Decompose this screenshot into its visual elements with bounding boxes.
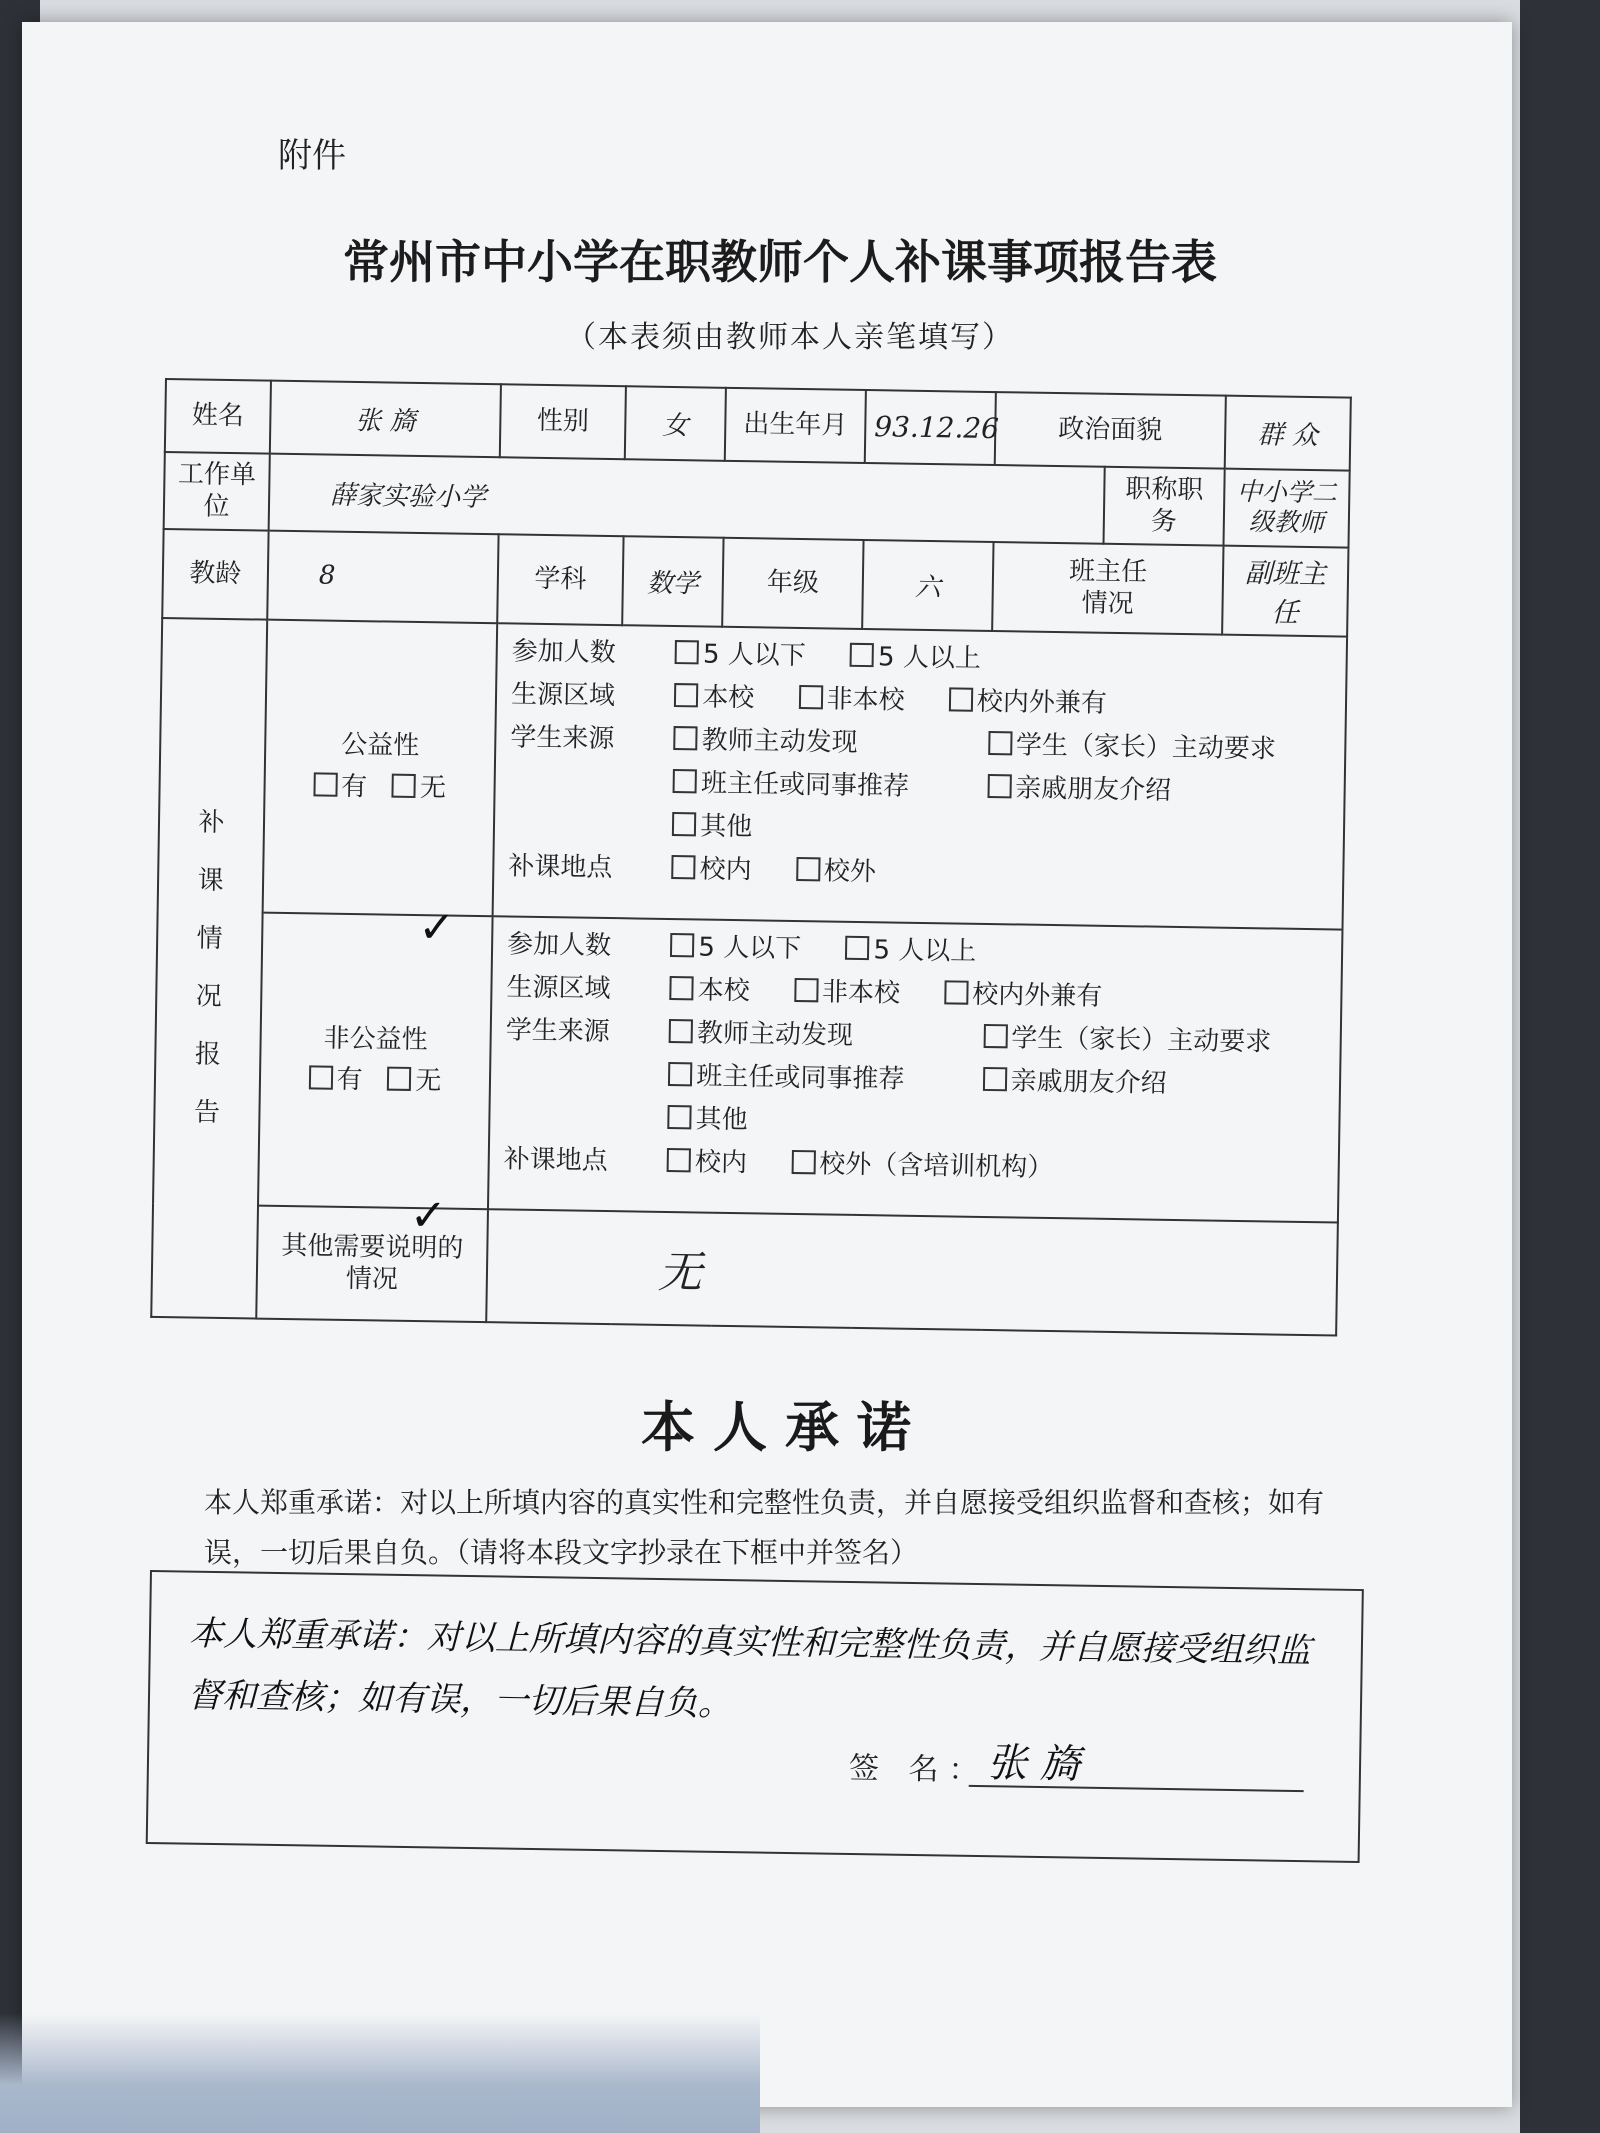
gender-value: 女 (625, 386, 726, 460)
option-label: 校外（含培训机构） (819, 1149, 1054, 1183)
option-label: 校内 (694, 1147, 748, 1178)
option-item[interactable] (672, 805, 753, 849)
option-item[interactable] (669, 1012, 940, 1059)
checkbox[interactable] (668, 1062, 692, 1086)
background-cloth (0, 2013, 760, 2133)
birth-label: 出生年月 (725, 388, 866, 463)
other-value: 无 (486, 1209, 1338, 1336)
nonpublic-no-checkbox[interactable] (387, 1067, 411, 1091)
checkbox[interactable] (675, 640, 699, 664)
check-mark-icon: ✓ (417, 902, 456, 954)
option-label: 校内外兼有 (972, 979, 1103, 1012)
option-item[interactable] (949, 680, 1108, 725)
birth-value: 93.12.26 (865, 390, 996, 465)
title-duty-label: 职称职务 (1104, 467, 1225, 546)
checkbox[interactable] (944, 980, 968, 1004)
political-value: 群 众 (1225, 396, 1351, 471)
option-label: 本校 (702, 681, 755, 713)
political-label: 政治面貌 (995, 392, 1226, 468)
public-yes-checkbox[interactable] (313, 772, 337, 796)
checkbox[interactable] (798, 685, 822, 709)
report-section-label: 补课情况报告 (151, 618, 267, 1319)
option-item[interactable] (982, 1060, 1167, 1106)
nonpublic-yes-label: 有 (336, 1064, 363, 1096)
checkbox[interactable] (949, 687, 973, 711)
work-unit-label: 工作单位 (164, 452, 270, 530)
signature-value: 张 旖 (986, 1740, 1081, 1788)
head-teacher-value: 副班主任 (1222, 545, 1348, 636)
option-label: 亲戚朋友介绍 (1014, 772, 1172, 806)
report-form (150, 378, 1350, 1336)
option-item[interactable] (796, 849, 877, 893)
checkbox[interactable] (845, 935, 869, 959)
checkbox[interactable] (671, 855, 695, 879)
public-no-checkbox[interactable] (392, 774, 416, 798)
name-value: 张 旖 (270, 381, 501, 457)
option-label: 非本校 (821, 977, 901, 1009)
option-item[interactable] (845, 928, 976, 973)
checkbox[interactable] (670, 933, 694, 957)
teaching-years-value: 8 (267, 530, 498, 623)
option-item[interactable] (944, 973, 1103, 1018)
option-label: 亲戚朋友介绍 (1010, 1066, 1167, 1099)
option-label: 校内 (699, 853, 752, 885)
option-label: 5 人以上 (877, 641, 982, 674)
option-item[interactable] (669, 969, 750, 1013)
checkbox[interactable] (988, 730, 1012, 754)
option-item[interactable] (673, 719, 944, 766)
form-subtitle: （本表须由教师本人亲笔填写） (566, 320, 1014, 355)
checkbox[interactable] (983, 1024, 1007, 1048)
option-label: 教师主动发现 (701, 724, 858, 758)
checkbox[interactable] (669, 1019, 693, 1043)
title-duty-value: 中小学二级教师 (1224, 468, 1350, 547)
option-label: 本校 (697, 975, 750, 1006)
option-label: 教师主动发现 (696, 1018, 854, 1051)
checkbox[interactable] (670, 976, 694, 1000)
place-label: 补课地点 (503, 1144, 609, 1176)
grade-value: 六 (862, 540, 993, 631)
option-item[interactable] (667, 1141, 748, 1185)
option-item[interactable] (674, 676, 755, 720)
checkbox[interactable] (668, 1105, 692, 1129)
option-label: 班主任或同事推荐 (696, 1061, 905, 1095)
option-item[interactable] (671, 848, 752, 892)
option-label: 校内外兼有 (976, 686, 1108, 719)
checkbox[interactable] (673, 726, 697, 750)
name-label: 姓名 (165, 379, 271, 453)
option-label: 学生（家长）主动要求 (1015, 729, 1277, 765)
checkbox[interactable] (674, 683, 698, 707)
option-item[interactable] (794, 971, 901, 1016)
teaching-years-label: 教龄 (162, 529, 268, 620)
option-item[interactable] (675, 633, 806, 678)
pledge-instructions: 本人郑重承诺：对以上所填内容的真实性和完整性负责，并自愿接受组织监督和查核；如有误，一切后果自负。（请将本段文字抄录在下框中并签名） (204, 1486, 1325, 1569)
source-label: 学生来源 (510, 721, 615, 754)
option-item[interactable] (668, 1055, 939, 1102)
option-item[interactable] (673, 762, 944, 809)
region-label: 生源区域 (506, 972, 611, 1004)
public-options (493, 623, 1348, 929)
option-label: 班主任或同事推荐 (700, 767, 910, 802)
report-table (150, 378, 1352, 1337)
option-item[interactable] (667, 1098, 748, 1142)
work-unit-value: 薛家实验小学 (269, 453, 1105, 543)
nonpublic-category (258, 912, 493, 1209)
nonpublic-no-label: 无 (415, 1066, 442, 1097)
option-label: 校外 (823, 855, 877, 887)
head-teacher-label: 班主任情况 (992, 542, 1223, 635)
checkbox[interactable] (791, 1150, 815, 1174)
option-item[interactable] (798, 678, 905, 723)
checkbox[interactable] (987, 773, 1011, 797)
pledge-box (146, 1570, 1364, 1863)
public-label: 公益性 (341, 730, 420, 762)
form-title: 常州市中小学在职教师个人补课事项报告表 (343, 235, 1217, 289)
nonpublic-label: 非公益性 (323, 1023, 428, 1055)
checkbox[interactable] (667, 1148, 691, 1172)
count-label: 参加人数 (506, 929, 612, 961)
grade-label: 年级 (722, 537, 863, 628)
option-item[interactable] (850, 635, 981, 680)
public-yes-label: 有 (340, 771, 368, 803)
nonpublic-yes-checkbox[interactable] (308, 1066, 332, 1090)
option-item[interactable] (983, 1017, 1272, 1065)
public-category (263, 619, 498, 916)
nonpublic-options (488, 916, 1343, 1222)
checkbox[interactable] (850, 642, 874, 666)
option-label: 5 人以上 (873, 934, 977, 967)
other-label: 其他需要说明的情况 (256, 1205, 488, 1322)
subject-label: 学科 (497, 534, 623, 625)
option-label: 5 人以下 (702, 639, 807, 671)
source-label: 学生来源 (505, 1015, 611, 1047)
checkbox[interactable] (982, 1067, 1006, 1091)
option-label: 学生（家长）主动要求 (1011, 1023, 1272, 1058)
checkbox[interactable] (673, 769, 697, 793)
subject-value: 数学 (622, 536, 723, 626)
option-label: 其他 (700, 810, 753, 842)
public-no-label: 无 (419, 773, 447, 804)
pledge-title: 本人承诺 (641, 1395, 929, 1459)
signature-label: 签 名： (848, 1751, 989, 1789)
region-label: 生源区域 (510, 678, 616, 711)
attachment-label: 附件 (278, 136, 346, 176)
option-item[interactable] (987, 766, 1172, 812)
option-item[interactable] (988, 723, 1277, 771)
option-item[interactable] (670, 926, 801, 971)
checkbox[interactable] (796, 856, 820, 880)
checkbox[interactable] (794, 978, 818, 1002)
pledge-handwritten: 本人郑重承诺：对以上所填内容的真实性和完整性负责，并自愿接受组织监督和查核；如有误，一切后果自负。 (187, 1613, 1312, 1725)
option-label: 其他 (695, 1104, 748, 1135)
place-label: 补课地点 (508, 850, 613, 883)
option-label: 非本校 (826, 683, 905, 716)
checkbox[interactable] (672, 812, 696, 836)
option-item[interactable] (791, 1143, 1054, 1190)
count-label: 参加人数 (511, 635, 616, 668)
check-mark-icon: ✓ (409, 1189, 448, 1242)
gender-label: 性别 (500, 384, 626, 459)
option-label: 5 人以下 (698, 932, 802, 964)
